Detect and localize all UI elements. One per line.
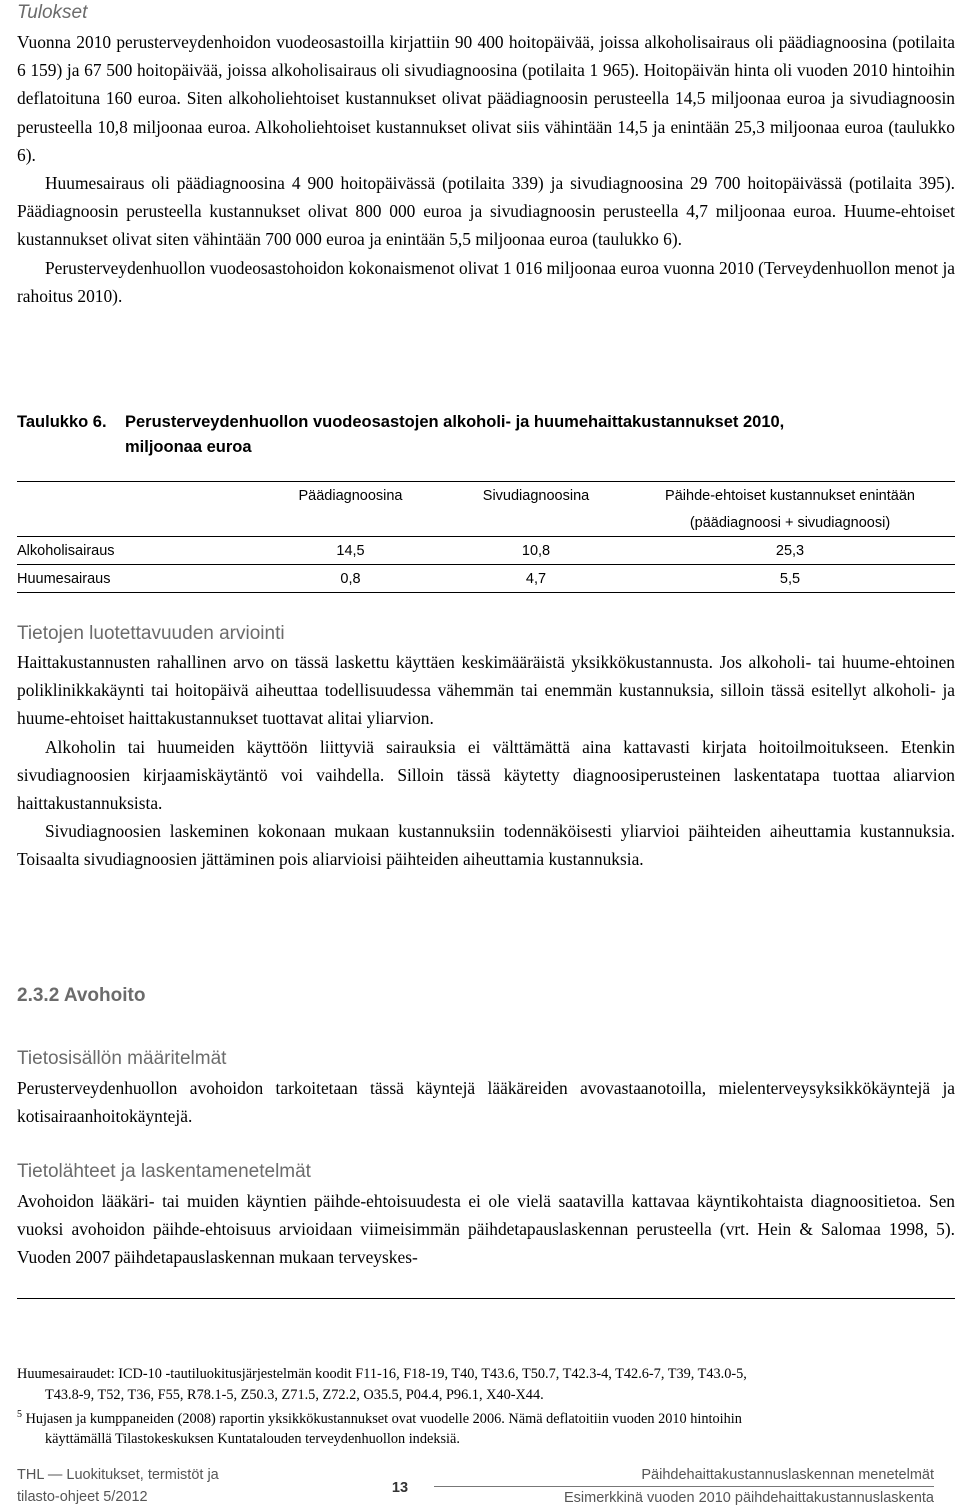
cell-enintaan: 25,3 — [775, 542, 805, 559]
row-label: Huumesairaus — [17, 570, 111, 587]
cell-paadiagnoosi: 0,8 — [340, 570, 361, 587]
paragraph-reliability-2: Alkoholin tai huumeiden käyttöön liittyviä sairauksia ei välttämättä aina kattavasti kirjata hoitoilmoitukseen. Etenkin sivudiagnoosien kirjaamiskäytäntö voi vaihdella. Silloin tässä käytetty diagnoosiperusteinen laskentatapa tuottaa aliarvion haittakustannuksista. — [17, 736, 955, 814]
page-number: 13 — [391, 1480, 409, 1496]
header-empty-cell — [254, 509, 447, 537]
sources-text — [17, 1187, 955, 1272]
section-heading-tulokset: Tulokset — [17, 2, 88, 23]
section-heading-avohoito: 2.3.2 Avohoito — [17, 985, 146, 1006]
footer-report-subtitle: Esimerkkinä vuoden 2010 päihdehaittakustannuslaskenta — [434, 1486, 934, 1509]
page-footer-left — [17, 1464, 317, 1508]
table-caption — [17, 410, 947, 460]
footnote-line: Huumesairaudet: ICD-10 -tautiluokitusjärjestelmän koodit F11-16, F18-19, T40, T43.6, T50.7, T42.3-4, T42.6-7, T39, T43.0-5, — [17, 1366, 747, 1382]
section-heading-maaritelmat: Tietosisällön määritelmät — [17, 1048, 227, 1069]
footnotes — [17, 1364, 960, 1450]
header-empty-cell — [447, 509, 625, 537]
paragraph-sources: Avohoidon lääkäri- tai muiden käyntien päihde-ehtoisuudesta ei ole vielä saatavilla kattavaa käyntikohtaista diagnoositietoa. Sen vuoksi avohoidon päihde-ehtoisuus arvioidaan viimeisimmän päihdetapauslaskennan perusteella (vrt. Hein & Salomaa 1998, 5). Vuoden 2007 päihdetapauslaskennan mukaan terveyskes- — [17, 1191, 955, 1268]
footnote-drug-codes — [17, 1364, 960, 1405]
cost-table — [17, 482, 955, 593]
paragraph-definitions: Perusterveydenhuollon avohoidon tarkoitetaan tässä käyntejä lääkäreiden avovastaanotoilla, mielenterveysyksikkökäyntejä ja kotisairaanhoitokäyntejä. — [17, 1078, 955, 1127]
definitions-text — [17, 1074, 955, 1130]
header-enintaan-sub: (päädiagnoosi + sivudiagnoosi) — [689, 514, 891, 531]
paragraph-drug-results: Huumesairaus oli päädiagnoosina 4 900 hoitopäivässä (potilaita 339) ja sivudiagnoosina 29 700 hoitopäivässä (potilaita 395). Päädiagnoosin perusteella kustannukset olivat 800 000 euroa ja sivudiagnoosin perusteella 4,7 miljoonaa euroa. Huume-ehtoiset kustannukset olivat siten vähintään 700 000 euroa ja enintään 5,5 miljoonaa euroa (taulukko 6). — [17, 173, 955, 250]
header-enintaan: Päihde-ehtoiset kustannukset enintään — [665, 487, 915, 504]
row-label: Alkoholisairaus — [17, 542, 115, 559]
cell-enintaan: 5,5 — [779, 570, 801, 587]
table-caption-subtitle: miljoonaa euroa — [125, 438, 252, 456]
section-heading-tietolahteet: Tietolähteet ja laskentamenetelmät — [17, 1161, 311, 1182]
cell-sivudiagnoosi: 10,8 — [521, 542, 551, 559]
results-text — [17, 28, 955, 310]
header-paadiagnoosina: Päädiagnoosina — [298, 487, 403, 504]
page-footer-right — [434, 1464, 934, 1509]
paragraph-alcohol-results: Vuonna 2010 perusterveydenhoidon vuodeosastoilla kirjattiin 90 400 hoitopäivää, joissa alkoholisairaus oli päädiagnoosina (potilaita 6 159) ja 67 500 hoitopäivää, joissa alkoholisairaus oli sivudiagnoosina (potilaita 1 965). Hoitopäivän hinta oli vuoden 2010 hintoihin deflatoituna 160 euroa. Siten alkoholiehtoiset kustannukset olivat päädiagnoosin perusteella 14,5 miljoonaa euroa ja sivudiagnoosin perusteella 10,8 miljoonaa euroa. Alkoholiehtoiset kustannukset olivat siis vähintään 14,5 ja enintään 25,3 miljoonaa euroa (taulukko 6). — [17, 32, 955, 165]
footer-series: tilasto-ohjeet 5/2012 — [17, 1489, 148, 1505]
paragraph-reliability-1: Haittakustannusten rahallinen arvo on tässä laskettu käyttäen keskimääräistä yksikkökustannusta. Jos alkoholi- tai huume-ehtoinen poliklinikkakäynti tai hoitopäivä aiheuttaa todellisuudessa vähemmän tai enemmän kustannuksia, silloin tässä esitellyt alkoholi- ja huume-ehtoiset haittakustannukset tuottavat alitai yliarvion. — [17, 652, 955, 729]
cell-sivudiagnoosi: 4,7 — [525, 570, 547, 587]
footnote-mark: 5 — [17, 1409, 22, 1420]
table-caption-label: Taulukko 6. — [17, 413, 107, 431]
footer-report-title: Päihdehaittakustannuslaskennan menetelmät — [641, 1467, 934, 1483]
cell-paadiagnoosi: 14,5 — [336, 542, 365, 559]
table-header-row-2 — [17, 509, 955, 537]
header-sivudiagnoosina: Sivudiagnoosina — [482, 487, 590, 504]
header-empty-cell — [17, 482, 254, 509]
table-row — [17, 537, 955, 565]
footnote-5 — [17, 1405, 960, 1450]
footnote-line: käyttämällä Tilastokeskuksen Kuntatalouden terveydenhuollon indeksiä. — [45, 1431, 460, 1448]
table-header-row — [17, 482, 955, 509]
section-heading-luotettavuus: Tietojen luotettavuuden arviointi — [17, 623, 285, 644]
reliability-text — [17, 648, 955, 874]
footnote-line: Hujasen ja kumppaneiden (2008) raportin yksikkökustannukset ovat vuodelle 2006. Nämä deflatoitiin vuoden 2010 hintoihin — [25, 1410, 742, 1427]
footer-publisher: THL — Luokitukset, termistöt ja — [17, 1467, 219, 1483]
header-empty-cell — [17, 509, 254, 537]
paragraph-total-costs: Perusterveydenhuollon vuodeosastohoidon kokonaismenot olivat 1 016 miljoonaa euroa vuonna 2010 (Terveydenhuollon menot ja rahoitus 2010). — [17, 257, 955, 306]
footnote-separator — [17, 1298, 955, 1299]
paragraph-reliability-3: Sivudiagnoosien laskeminen kokonaan mukaan kustannuksiin todennäköisesti yliarvioi päihteiden aiheuttamia kustannuksia. Toisaalta sivudiagnoosien jättäminen pois aliarvioisi päihteiden aiheuttamia kustannuksia. — [17, 821, 955, 870]
footnote-line: T43.8-9, T52, T36, F55, R78.1-5, Z50.3, Z71.5, Z72.2, O35.5, P04.4, P96.1, X40-X44. — [45, 1386, 544, 1403]
table-caption-title: Perusterveydenhuollon vuodeosastojen alkoholi- ja huumehaittakustannukset 2010, — [125, 413, 785, 431]
table-row — [17, 565, 955, 593]
